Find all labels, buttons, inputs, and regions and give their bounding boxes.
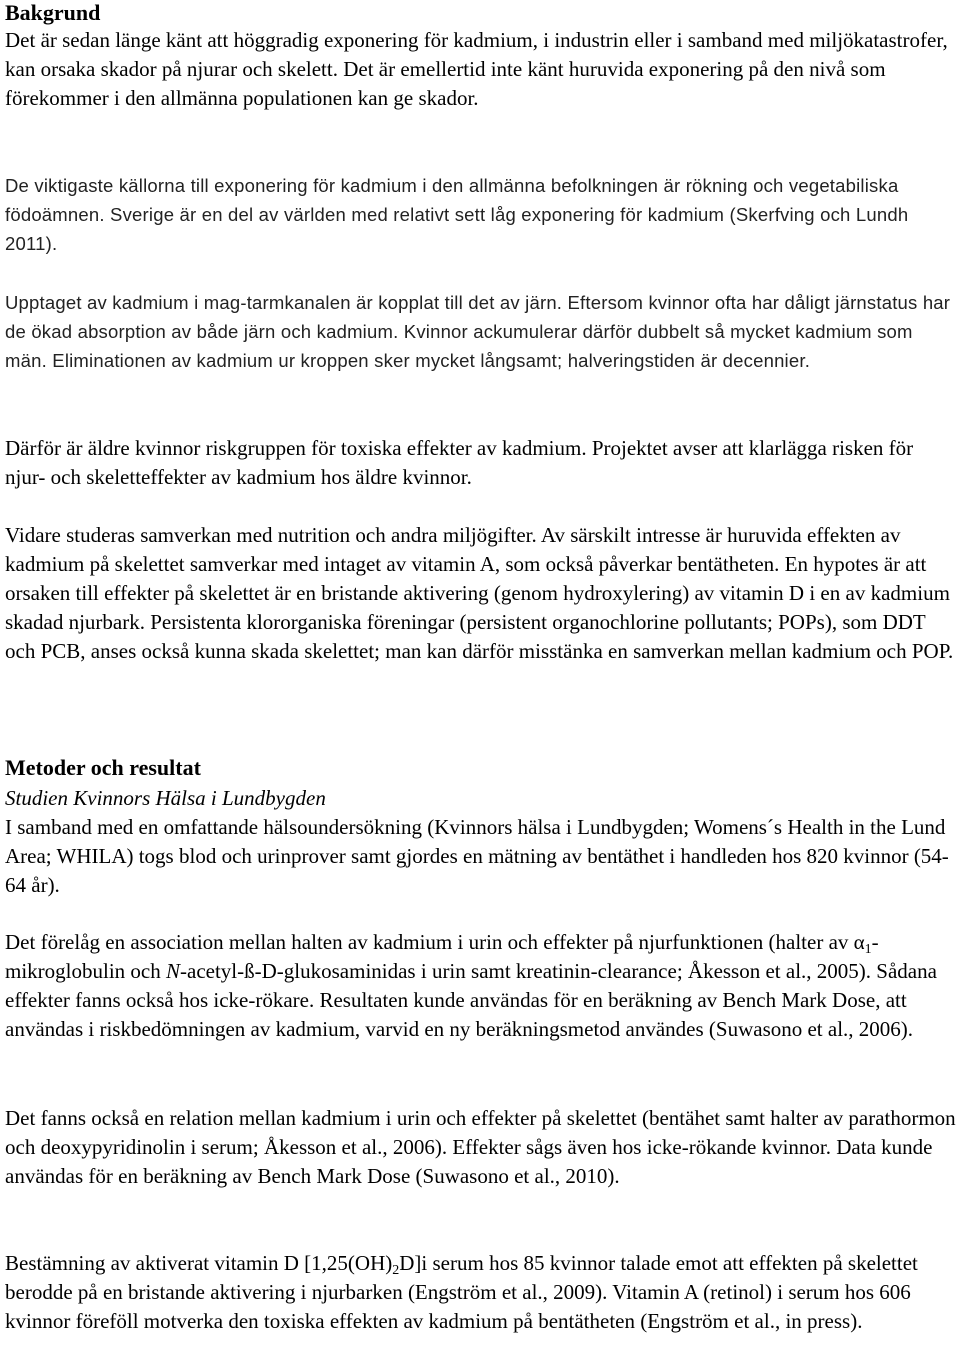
elderly-text-a: Därför är äldre kvinnor riskgruppen för toxiska effekter av kadmium. [5, 436, 587, 460]
paragraph-whila: I samband med en omfattande hälsoundersökning (Kvinnors hälsa i Lundbygden; Womens´s Health in the Lund Area; WHILA) togs blod och urinprover samt gjordes en mätning av bentäthet i handleden hos 820 kvinnor (54-64 år). [5, 815, 949, 897]
kidney-text-c: -acetyl-ß-D-glukosaminidas i urin samt kreatinin-clearance; Åkesson et al., 2005). Sådana effekter fanns också hos icke-rökare. Resultaten kunde användas för en beräkning av Bench Mark Dose, att användas i riskbedömningen av kadmium, varvid en ny beräkningsmetod användes (Suwasono et al., 2006). [5, 959, 937, 1041]
interact-text-b: Av särskilt intresse är huruvida effekten av kadmium på skelettet samverkar med intaget av vitamin A, som också påverkar bentätheten. [5, 523, 901, 576]
interact-text-d: Persistenta klororganiska föreningar (persistent organochlorine pollutants; POPs), som DDT och PCB, anses också kunna skada skelettet; man kan därför misstänka en samverkan mellan kadmium och POP. [5, 610, 954, 663]
paragraph-bone: Det fanns också en relation mellan kadmium i urin och effekter på skelettet (bentähet samt halter av parathormon och deoxypyridinolin i serum; Åkesson et al., 2006). Effekter sågs även hos icke-rökande kvinnor. Data kunde användas för en beräkning av Bench Mark Dose (Suwasono et al., 2010). [5, 1106, 956, 1188]
kidney-text-a: Det förelåg en association mellan halten av kadmium i urin och effekter på njurfunktionen (halter av α [5, 930, 865, 954]
subheading-study: Studien Kvinnors Hälsa i Lundbygden [5, 786, 326, 810]
vitd-text-a: Bestämning av aktiverat vitamin D [1,25(OH) [5, 1251, 393, 1275]
uptake-sans-text: Upptaget av kadmium i mag-tarmkanalen är kopplat till det av järn. [5, 292, 563, 313]
heading-metoder: Metoder och resultat [5, 755, 201, 780]
elderly-text-b: Projektet avser att klarlägga risken för njur- och skeletteffekter av kadmium hos äldre kvinnor. [5, 436, 914, 489]
paragraph-uptake [5, 288, 957, 375]
paragraph-intro: Det är sedan länge känt att höggradig exponering för kadmium, i industrin eller i samband med miljökatastrofer, kan orsaka skador på njurar och skelett. Det är emellertid inte känt huruvida exponering på den nivå som förekommer i den allmänna populationen kan ge skador. [5, 28, 948, 110]
vitd-subscript: 2 [392, 1263, 400, 1278]
uptake-sans-text-4: Eliminationen av kadmium ur kroppen sker mycket långsamt; halveringstiden är decennier. [46, 350, 811, 371]
vitd-text-b: D]i serum hos 85 kvinnor talade emot att effekten på skelettet berodde på en bristande aktivering i njurbarken (Engström et al., 2009). Vitamin A (retinol) i serum hos 606 kvinnor föreföll motverka den toxiska effekten av kadmium på bentätheten (Engström et al., in press). [5, 1251, 918, 1333]
paragraph-kidney [5, 928, 957, 1044]
interact-text-a: Vidare studeras samverkan med nutrition och andra miljögifter. [5, 523, 537, 547]
interact-text-c: En hypotes är att orsaken till effekter på skelettet är en bristande aktivering (genom hydroxylering) av vitamin D i en av kadmium skadad njurbark. [5, 552, 950, 634]
heading-bakgrund: Bakgrund [5, 0, 101, 25]
uptake-sans-text-2: Eftersom kvinnor ofta har dåligt järnstatus har de ökad absorption av både järn och kadmium. [5, 292, 951, 342]
paragraph-vitamin-d [5, 1249, 957, 1336]
paragraph-interactions [5, 521, 957, 666]
uptake-sans-text-3: Kvinnor ackumulerar därför dubbelt så mycket kadmium som män. [5, 321, 913, 371]
paragraph-sources [5, 171, 957, 258]
kidney-text-b: -mikroglobulin och [5, 930, 879, 983]
sources-sans-text-2: Sverige är en del av världen med relativt sett låg exponering för kadmium (Skerfving och Lundh 2011). [5, 204, 909, 254]
sources-sans-text: De viktigaste källorna till exponering för kadmium i den allmänna befolkningen är rökning och vegetabiliska födoämnen. [5, 175, 899, 225]
kidney-italic-n: N [166, 959, 181, 983]
kidney-subscript: 1 [864, 942, 872, 957]
paragraph-elderly [5, 434, 957, 492]
